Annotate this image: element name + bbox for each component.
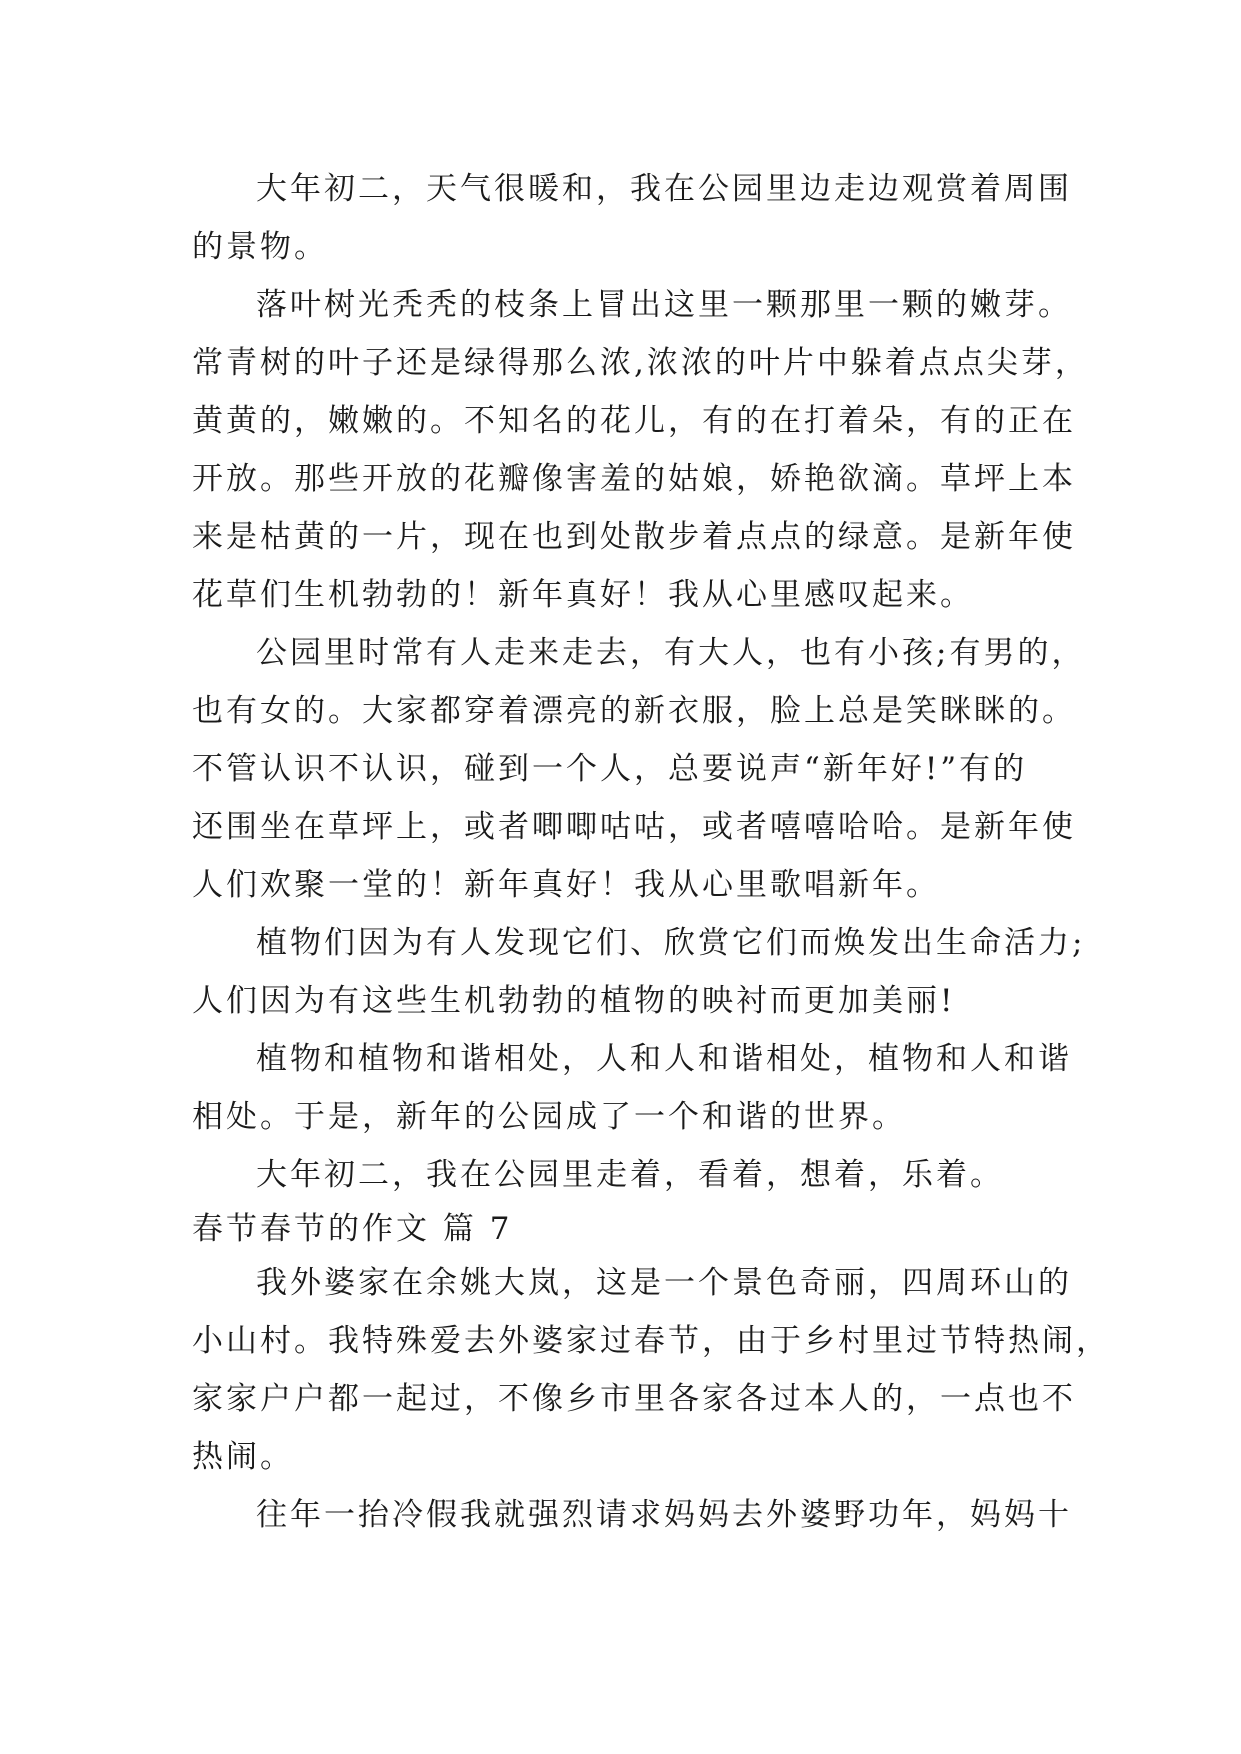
paragraph-line: 也有女的。大家都穿着漂亮的新衣服，脸上总是笑眯眯的。 — [192, 693, 1076, 729]
paragraph-line: 相处。于是，新年的公园成了一个和谐的世界。 — [192, 1099, 906, 1135]
paragraph-line: 我外婆家在余姚大岚，这是一个景色奇丽，四周环山的 — [256, 1265, 1072, 1301]
paragraph-line: 来是枯黄的一片，现在也到处散步着点点的绿意。是新年使 — [192, 519, 1076, 555]
paragraph-line: 家家户户都一起过，不像乡市里各家各过本人的，一点也不 — [192, 1381, 1076, 1417]
paragraph-line: 常青树的叶子还是绿得那么浓,浓浓的叶片中躲着点点尖芽， — [192, 345, 1089, 381]
paragraph-line: 往年一抬冷假我就强烈请求妈妈去外婆野功年，妈妈十 — [256, 1497, 1072, 1533]
paragraph-line: 黄黄的，嫩嫩的。不知名的花儿，有的在打着朵，有的正在 — [192, 403, 1076, 439]
section-heading: 春节春节的作文 篇 7 — [192, 1211, 513, 1247]
paragraph-line: 落叶树光秃秃的枝条上冒出这里一颗那里一颗的嫩芽。 — [256, 287, 1072, 323]
paragraph-line: 人们因为有这些生机勃勃的植物的映衬而更加美丽! — [192, 983, 956, 1019]
paragraph-line: 花草们生机勃勃的！新年真好！我从心里感叹起来。 — [192, 577, 974, 613]
paragraph-line: 开放。那些开放的花瓣像害羞的姑娘，娇艳欲滴。草坪上本 — [192, 461, 1076, 497]
document-body — [192, 160, 1110, 1544]
paragraph-line: 还围坐在草坪上，或者唧唧咕咕，或者嘻嘻哈哈。是新年使 — [192, 809, 1076, 845]
paragraph-line: 植物们因为有人发现它们、欣赏它们而焕发出生命活力; — [256, 925, 1086, 961]
paragraph-line: 公园里时常有人走来走去，有大人，也有小孩;有男的， — [256, 635, 1086, 671]
paragraph-line: 植物和植物和谐相处，人和人和谐相处，植物和人和谐 — [256, 1041, 1072, 1077]
paragraph-line: 不管认识不认识，碰到一个人，总要说声“新年好!”有的 — [192, 751, 1028, 787]
paragraph-line: 大年初二，天气很暖和，我在公园里边走边观赏着周围 — [256, 171, 1072, 207]
paragraph-line: 的景物。 — [192, 229, 328, 265]
paragraph-line: 大年初二，我在公园里走着，看着，想着，乐着。 — [256, 1157, 1004, 1193]
paragraph-line: 人们欢聚一堂的！新年真好！我从心里歌唱新年。 — [192, 867, 940, 903]
paragraph-line: 热闹。 — [192, 1439, 294, 1475]
paragraph-line: 小山村。我特殊爱去外婆家过春节，由于乡村里过节特热闹， — [192, 1323, 1110, 1359]
